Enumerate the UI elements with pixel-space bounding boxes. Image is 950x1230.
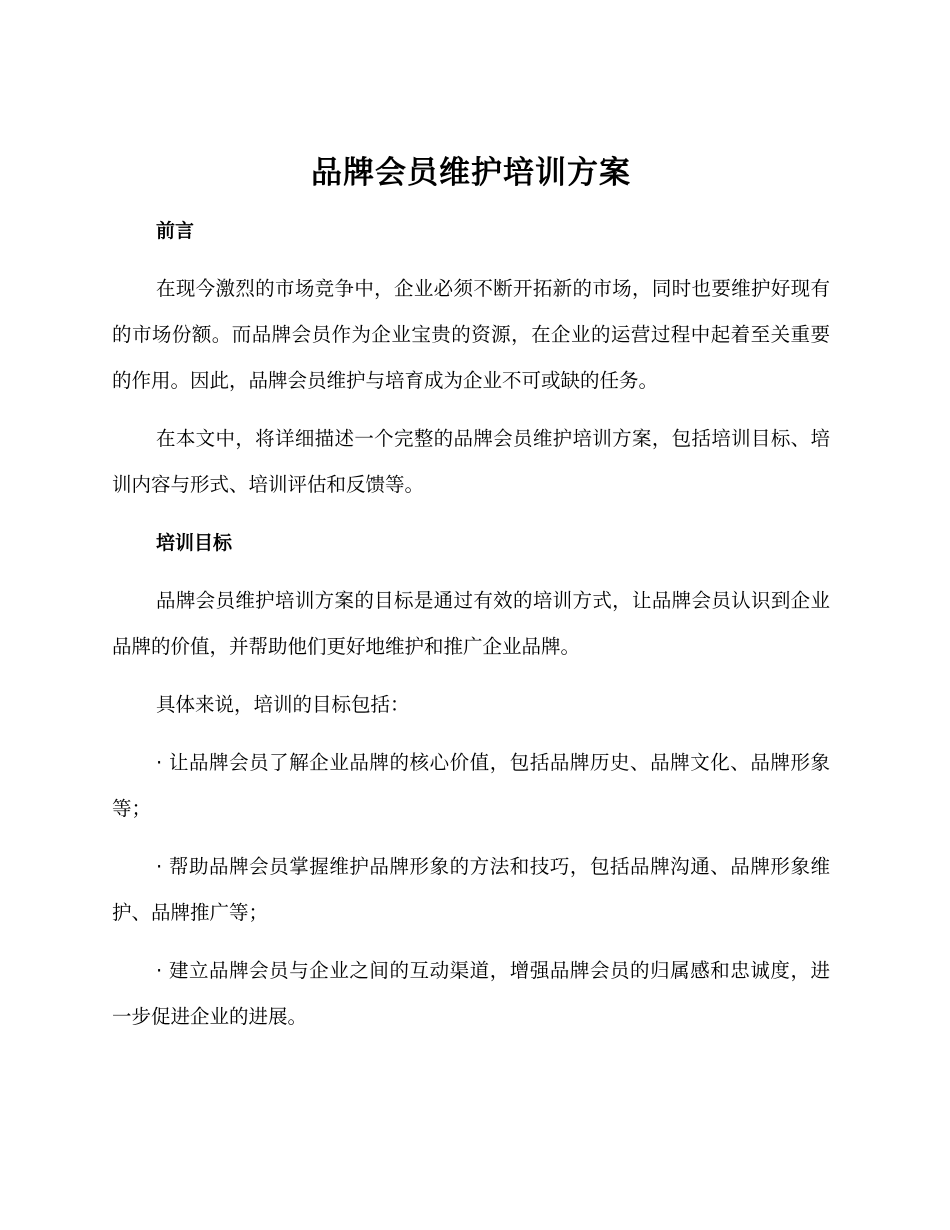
section-preface <box>112 208 830 508</box>
list-item: · 让品牌会员了解企业品牌的核心价值，包括品牌历史、品牌文化、品牌形象等； <box>112 751 830 820</box>
document-title: 品牌会员维护培训方案 <box>311 155 631 191</box>
section-training-goals <box>112 520 830 1040</box>
section-heading-preface: 前言 <box>156 220 195 242</box>
paragraph: 在现今激烈的市场竞争中，企业必须不断开拓新的市场，同时也要维护好现有的市场份额。而品牌会员作为企业宝贵的资源，在企业的运营过程中起着至关重要的作用。因此，品牌会员维护与培育成为企业不可或缺的任务。 <box>112 277 830 392</box>
list-item: · 帮助品牌会员掌握维护品牌形象的方法和技巧，包括品牌沟通、品牌形象维护、品牌推广等； <box>112 855 830 924</box>
paragraph: 在本文中，将详细描述一个完整的品牌会员维护培训方案，包括培训目标、培训内容与形式、培训评估和反馈等。 <box>112 427 830 496</box>
paragraph: 具体来说，培训的目标包括： <box>156 693 410 716</box>
list-item: · 建立品牌会员与企业之间的互动渠道，增强品牌会员的归属感和忠诚度，进一步促进企业的进展。 <box>112 959 830 1028</box>
section-heading-training-goals: 培训目标 <box>156 532 233 554</box>
paragraph: 品牌会员维护培训方案的目标是通过有效的培训方式，让品牌会员认识到企业品牌的价值，并帮助他们更好地维护和推广企业品牌。 <box>112 589 830 658</box>
